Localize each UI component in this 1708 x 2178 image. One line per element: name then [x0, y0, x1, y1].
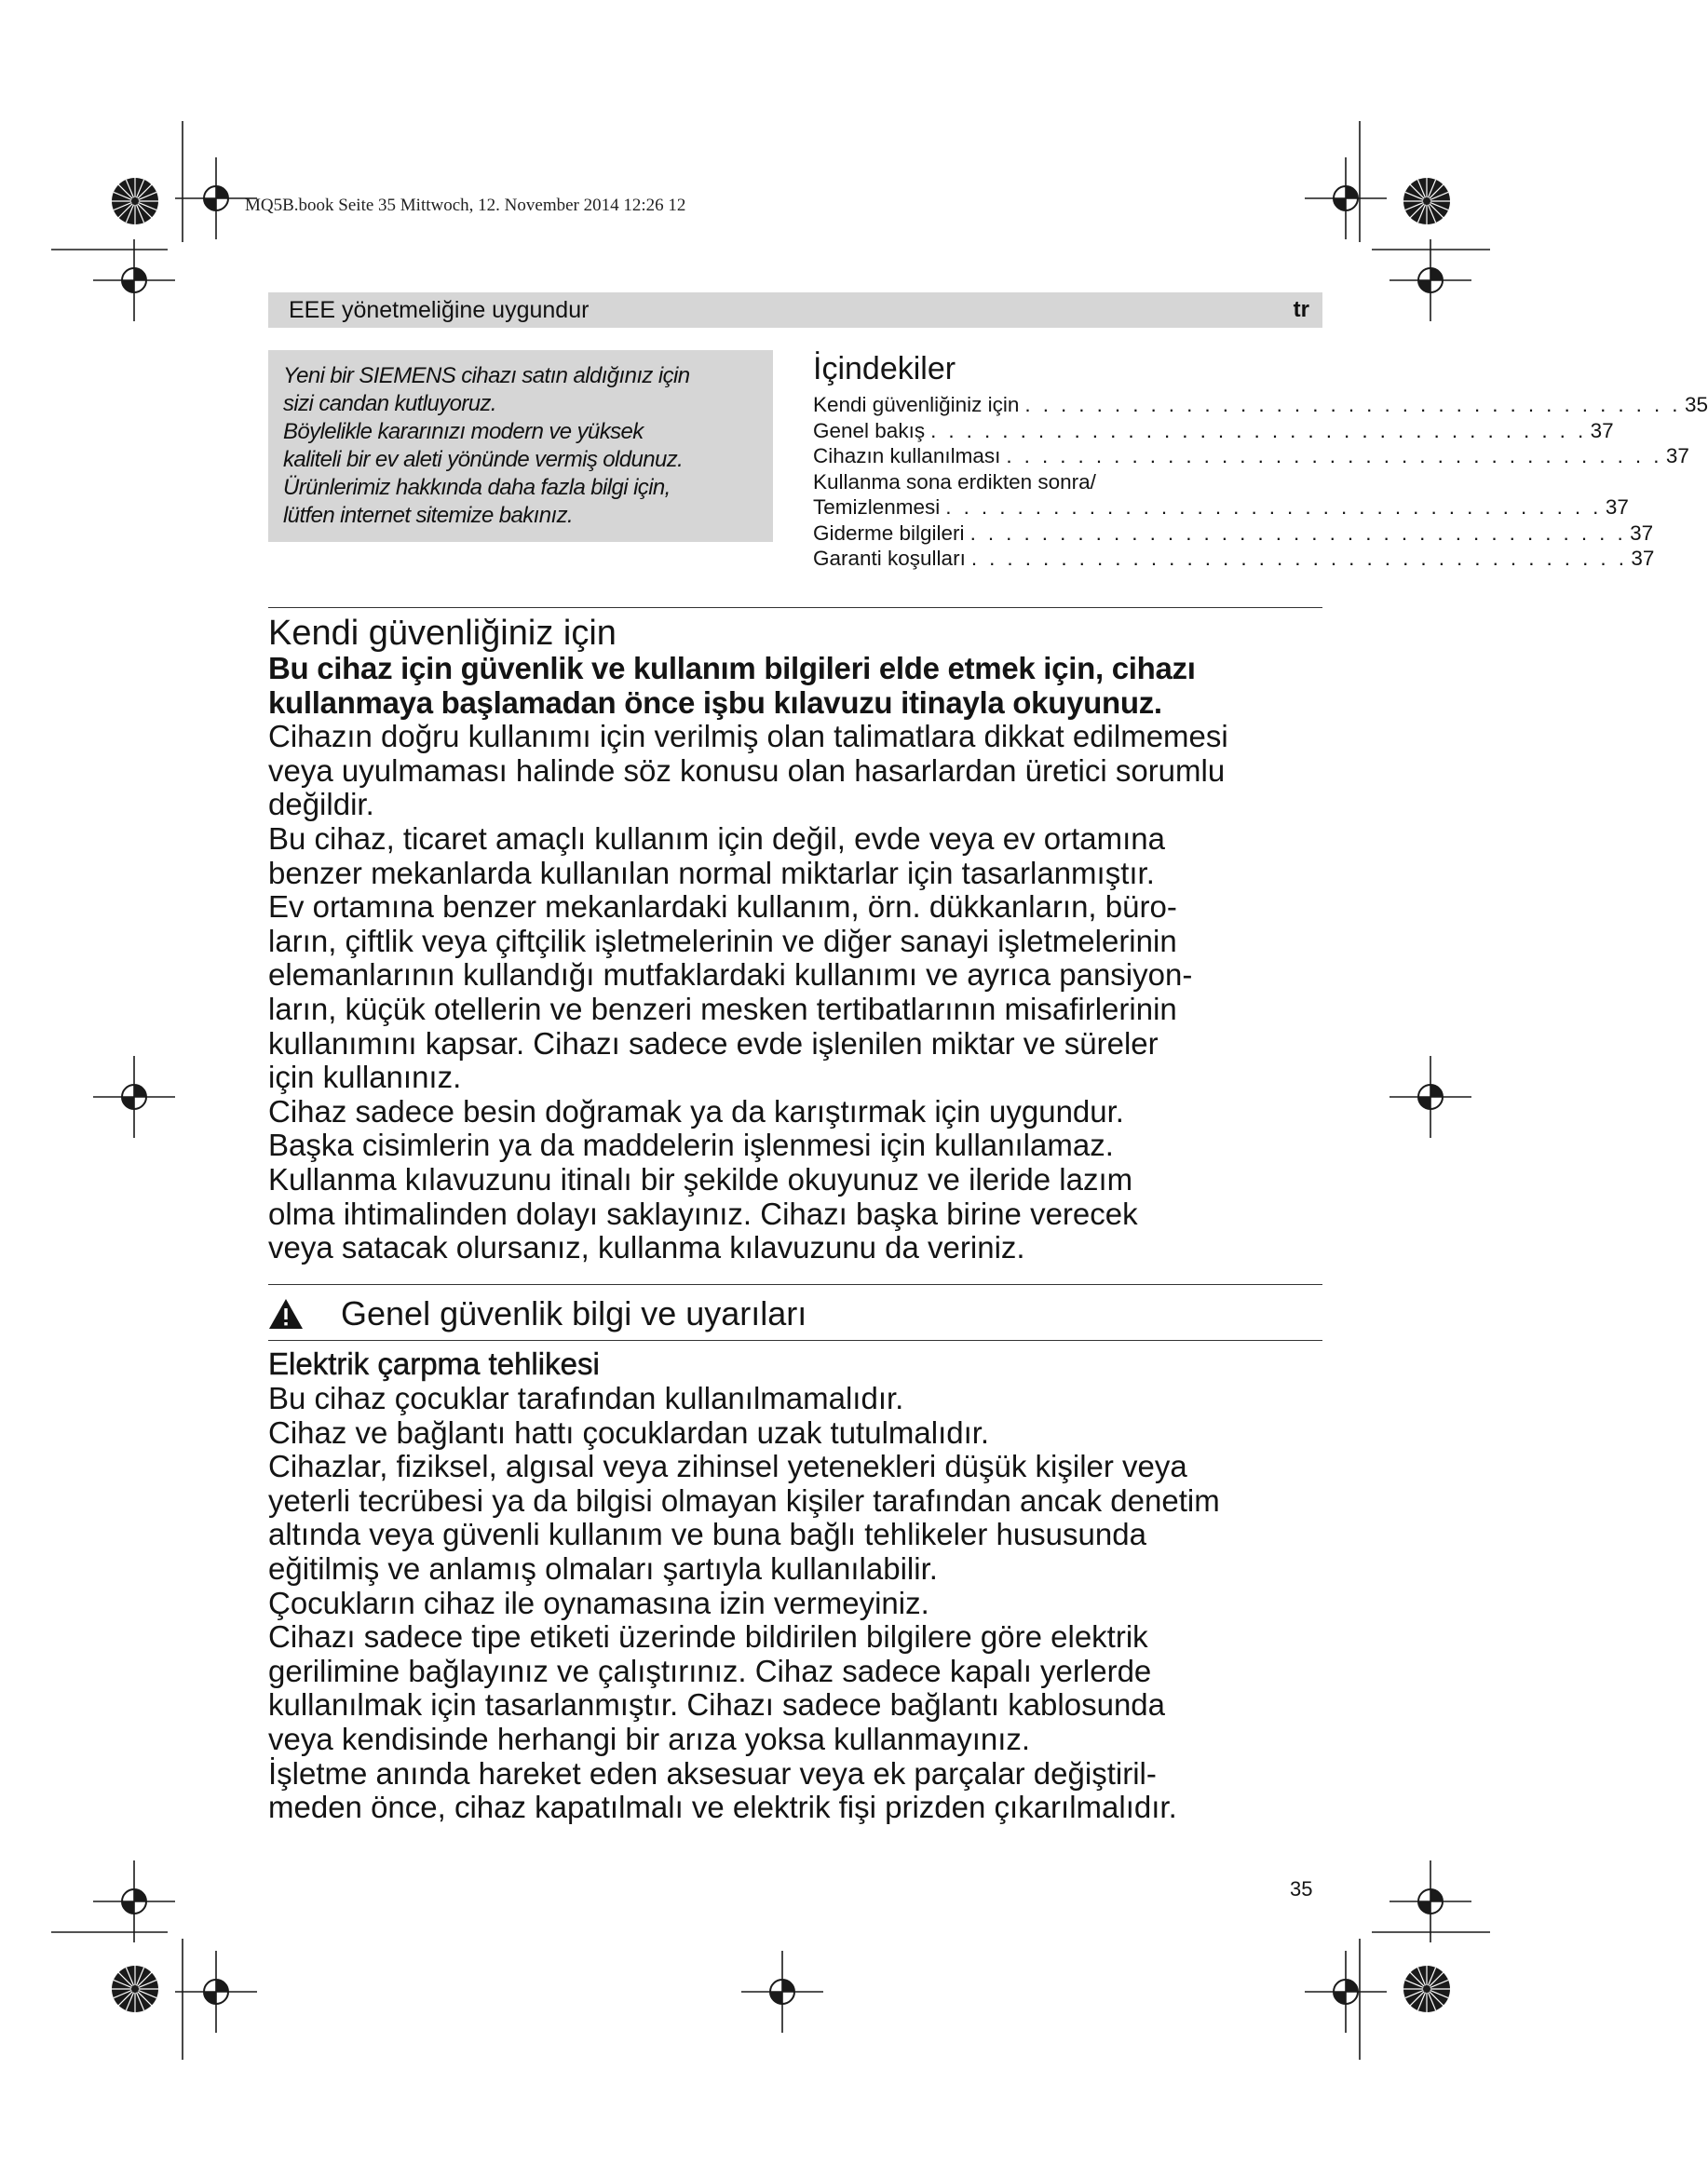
- body-line: yeterli tecrübesi ya da bilgisi olmayan kişiler tarafından ancak denetim: [268, 1482, 1220, 1518]
- intro-box: [268, 350, 773, 542]
- body-line: ların, küçük otellerin ve benzeri mesken tertibatlarının misafirlerinin: [268, 991, 1177, 1026]
- lead-line: Bu cihaz için güvenlik ve kullanım bilgileri elde etmek için, cihazı: [268, 651, 1196, 685]
- section-divider: [268, 607, 1322, 608]
- intro-line: Ürünlerimiz hakkında daha fazla bilgi için,: [283, 475, 671, 500]
- body-line: ların, çiftlik veya çiftçilik işletmelerinin ve diğer sanayi işletmelerinin: [268, 923, 1177, 958]
- section-electric-shock: [268, 1346, 1330, 1825]
- body-line: için kullanınız.: [268, 1060, 462, 1095]
- body-line: Cihazlar, fiziksel, algısal veya zihinsel yetenekleri düşük kişiler veya: [268, 1449, 1187, 1484]
- toc-entry-label: Cihazın kullanılması: [813, 444, 1001, 467]
- toc-entry-label: Genel bakış: [813, 418, 926, 442]
- body-line: Cihazın doğru kullanımı için verilmiş olan talimatlara dikkat edilmemesi: [268, 719, 1228, 754]
- section-divider: [268, 1340, 1322, 1341]
- toc-entry[interactable]: [813, 392, 1708, 418]
- intro-line: Böylelikle kararınızı modern ve yüksek: [283, 419, 644, 444]
- body-line: benzer mekanlarda kullanılan normal miktarlar için tasarlanmıştır.: [268, 855, 1155, 890]
- body-line: elemanlarının kullandığı mutfaklardaki kullanımı ve ayrıca pansiyon-: [268, 957, 1193, 993]
- toc-title: İçindekiler: [813, 351, 956, 386]
- intro-line: Yeni bir SIEMENS cihazı satın aldığınız için: [283, 363, 690, 388]
- body-line: Başka cisimlerin ya da maddelerin işlenmesi için kullanılamaz.: [268, 1128, 1114, 1163]
- toc-dot-leader: . . . . . . . . . . . . . . . . . . . . . . . . . . . . . . . . . . . . .: [970, 547, 1628, 570]
- toc-entry[interactable]: [813, 469, 1312, 495]
- body-line: Cihaz sadece besin doğramak ya da karıştırmak için uygundur.: [268, 1093, 1124, 1129]
- body-line: Ev ortamına benzer mekanlardaki kullanım, örn. dükkanların, büro-: [268, 889, 1177, 925]
- page-number: 35: [1290, 1877, 1313, 1901]
- body-line: veya satacak olursanız, kullanma kılavuzunu da veriniz.: [268, 1230, 1025, 1265]
- language-code: tr: [1293, 297, 1309, 322]
- body-line: Çocukların cihaz ile oynamasına izin vermeyiniz.: [268, 1585, 929, 1620]
- toc-entry-page: 35: [1684, 393, 1708, 416]
- intro-line: lütfen internet sitemize bakınız.: [283, 503, 574, 528]
- print-header: MQ5B.book Seite 35 Mittwoch, 12. November 2014 12:26 12: [245, 196, 686, 215]
- toc-entry-page: 37: [1605, 495, 1629, 519]
- toc-entry-page: 37: [1590, 418, 1614, 442]
- section-lead: [268, 652, 1330, 720]
- body-line: kullanılmak için tasarlanmıştır. Cihazı sadece bağlantı kablosunda: [268, 1687, 1166, 1723]
- toc-entry-page: 37: [1665, 444, 1689, 467]
- toc-dot-leader: . . . . . . . . . . . . . . . . . . . . . . . . . . . . . . . . . . . . .: [1006, 444, 1662, 467]
- section-title: Genel güvenlik bilgi ve uyarıları: [341, 1294, 807, 1333]
- toc-entry-label: Kullanma sona erdikten sonra/: [813, 469, 1096, 494]
- body-line: Kullanma kılavuzunu itinalı bir şekilde okuyunuz ve ileride lazım: [268, 1161, 1133, 1197]
- toc-dot-leader: . . . . . . . . . . . . . . . . . . . . . . . . . . . . . . . . . . . . .: [930, 418, 1587, 442]
- body-line: kullanımını kapsar. Cihazı sadece evde işlenilen miktar ve süreler: [268, 1025, 1159, 1061]
- subsection-title: Elektrik çarpma tehlikesi: [268, 1346, 600, 1381]
- toc-entry[interactable]: [813, 443, 1689, 469]
- toc-entry[interactable]: [813, 521, 1654, 547]
- body-line: gerilimine bağlayınız ve çalıştırınız. Cihaz sadece kapalı yerlerde: [268, 1653, 1152, 1688]
- toc-entry-page: 37: [1631, 547, 1655, 570]
- body-line: veya kendisinde herhangi bir arıza yoksa kullanmayınız.: [268, 1721, 1031, 1756]
- toc-entry[interactable]: [813, 546, 1655, 572]
- body-line: Bu cihaz, ticaret amaçlı kullanım için değil, evde veya ev ortamına: [268, 820, 1165, 856]
- section-own-safety: [268, 615, 1330, 1265]
- toc-dot-leader: . . . . . . . . . . . . . . . . . . . . . . . . . . . . . . . . . . . . .: [969, 521, 1627, 545]
- lead-line: kullanmaya başlamadan önce işbu kılavuzu itinayla okuyunuz.: [268, 684, 1162, 720]
- body-line: altında veya güvenli kullanım ve buna bağlı tehlikeler hususunda: [268, 1517, 1146, 1552]
- warning-triangle-icon: [268, 1298, 304, 1330]
- body-line: olma ihtimalinden dolayı saklayınız. Cihazı başka birine verecek: [268, 1196, 1138, 1231]
- body-line: veya uyulmaması halinde söz konusu olan hasarlardan üretici sorumlu: [268, 752, 1226, 788]
- toc-entry-label: Garanti koşulları: [813, 547, 966, 570]
- banner-text: EEE yönetmeliğine uygundur: [289, 296, 590, 323]
- section-general-safety-heading: [268, 1290, 807, 1338]
- toc-entry-page: 37: [1630, 521, 1654, 545]
- toc-entry-label: Temizlenmesi: [813, 495, 941, 519]
- toc-entry-label: Giderme bilgileri: [813, 521, 965, 545]
- toc-entry-label: Kendi güvenliğiniz için: [813, 393, 1020, 416]
- toc-entry[interactable]: [813, 494, 1629, 521]
- toc-dot-leader: . . . . . . . . . . . . . . . . . . . . . . . . . . . . . . . . . . . . .: [1024, 393, 1681, 416]
- body-line: İşletme anında hareket eden aksesuar veya ek parçalar değiştiril-: [268, 1755, 1157, 1791]
- table-of-contents: [813, 350, 1708, 572]
- section-title: Kendi güvenliğiniz için: [268, 614, 617, 653]
- body-line: Cihaz ve bağlantı hattı çocuklardan uzak tutulmalıdır.: [268, 1414, 990, 1450]
- body-line: Cihazı sadece tipe etiketi üzerinde bildirilen bilgilere göre elektrik: [268, 1619, 1148, 1655]
- section-divider: [268, 1284, 1322, 1285]
- compliance-banner: [268, 292, 1322, 328]
- body-line: meden önce, cihaz kapatılmalı ve elektrik fişi prizden çıkarılmalıdır.: [268, 1790, 1177, 1825]
- toc-dot-leader: . . . . . . . . . . . . . . . . . . . . . . . . . . . . . . . . . . . . .: [945, 495, 1602, 519]
- section-body: [268, 720, 1330, 1265]
- toc-entry[interactable]: [813, 418, 1614, 444]
- section-body: [268, 1382, 1330, 1825]
- intro-line: kaliteli bir ev aleti yönünde vermiş oldunuz.: [283, 447, 684, 472]
- body-line: değildir.: [268, 787, 374, 822]
- intro-line: sizi candan kutluyoruz.: [283, 391, 496, 416]
- body-line: Bu cihaz çocuklar tarafından kullanılmamalıdır.: [268, 1381, 904, 1415]
- body-line: eğitilmiş ve anlamış olmaları şartıyla kullanılabilir.: [268, 1550, 938, 1586]
